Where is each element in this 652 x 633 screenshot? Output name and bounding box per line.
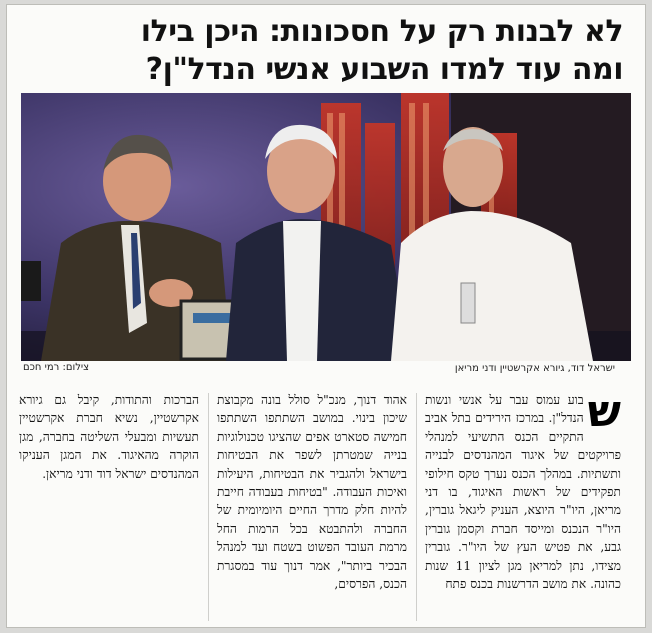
drop-cap: ש bbox=[587, 391, 621, 437]
article-column-2 bbox=[217, 391, 407, 623]
event-photo bbox=[21, 93, 631, 361]
photo-caption: ישראל דוד, גיורא אקרשטיין ודני מריאן bbox=[454, 363, 615, 374]
headline-line-1: לא לבנות רק על חסכונות: היכן בילו bbox=[140, 14, 623, 49]
column-divider bbox=[208, 393, 209, 621]
headline-line-2: ומה עוד למדו השבוע אנשי הנדל"ן? bbox=[145, 52, 623, 87]
photo-credit: צילום: רמי חכם bbox=[23, 362, 90, 373]
column-divider bbox=[416, 393, 417, 621]
headline bbox=[23, 13, 623, 89]
column-2-text: אהוד דנוך, מנכ"ל סולל בונה מקבוצת שיכון בינוי. במושב השתתפו השתתפו חמישה סטארט אפים שהציגו טכנולוגיות בנייה שמטרתן לשפר את הבטיחות בישראל ולהגביר את הבטיחות, היעילות ואיכות העבודה. "בטיחות בעבודה חייבת להיות חלק מדרך החיים היומיומית של החברה ולהתבטא בכל הרמות החל מרמת העובד הפשוט בשטח ועד למנהל הבכיר ביותר", אמר דנוך עוד במסגרת הכנס, הפרסים, bbox=[217, 393, 407, 592]
article-column-3 bbox=[19, 391, 199, 623]
column-3-text: הברכות והתודות, קיבל גם גיורא אקרשטיין, נשיא חברת אקרשטיין תעשיות ומבעלי השליטה בחברה, מגן הוקרה מהאיגוד. את המגן העניקו המהנדסים ישראל דוד ודני מריאן. bbox=[19, 393, 199, 481]
newspaper-clipping bbox=[6, 4, 646, 628]
article-column-1 bbox=[425, 391, 621, 623]
column-1-text: בוע עמוס עבר על אנשי ונשות הנדל"ן. במרכז הירידים בתל אביב התקיים הכנס התשיעי למנהלי פרויקטים של איגוד המהנדסים לבנייה ותשתיות. במהלך הכנס נערך טקס חילופי תפקידים של ראשות האיגוד, בו דני מריאן, היו"ר היוצא, העניק ליגאל גוברין, היו"ר הנכנס ומייסד חברת וקסמן גוברין גבע, את פטיש העץ של היו"ר. גוברין מצידו, נתן למריאן מגן לציון 11 שנות כהונה. את מושב הדרשנות בכנס פתח bbox=[425, 393, 621, 592]
